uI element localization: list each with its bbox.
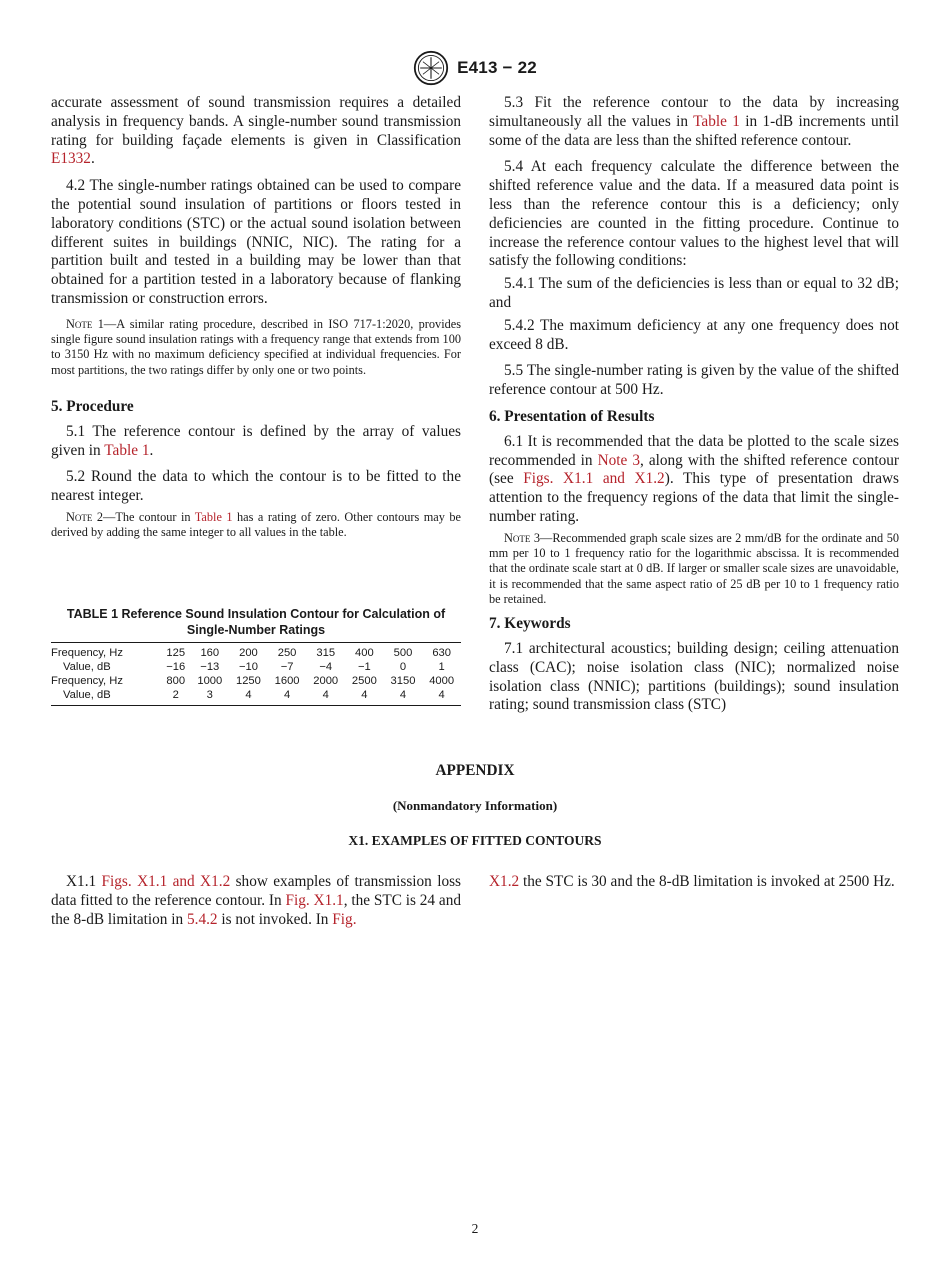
table-cell: −10 [238, 661, 258, 673]
table-cell: 4 [438, 689, 445, 701]
table-cell: 400 [355, 647, 374, 659]
table-cell: 4 [322, 689, 329, 701]
table-cell: 4000 [429, 675, 455, 687]
link-table-1[interactable]: Table 1 [194, 509, 233, 524]
paragraph-x1-1: X1.1 Figs. X1.1 and X1.2 show examples of transmission loss data fitted to the reference contour. In Fig. X1.1, the STC is 24 and the 8-dB limitation in 5.4.2 is not invoked. In Fig. [51, 873, 461, 928]
document-number: E413 − 22 [457, 58, 537, 77]
table-row [51, 674, 461, 688]
table-cell: 4 [399, 689, 407, 701]
left-column [51, 94, 461, 547]
paragraph-5-2: 5.2 Round the data to which the contour is to be fitted to the nearest integer. [51, 468, 461, 505]
table-cell: −16 [166, 661, 186, 673]
row-label: Value, dB [63, 689, 111, 701]
right-column [489, 94, 899, 723]
table-cell: 1 [438, 661, 445, 673]
astm-logo-icon [413, 50, 449, 86]
table-row [51, 660, 461, 674]
link-note-3[interactable]: Note 3 [597, 451, 640, 469]
table-cell: 200 [239, 647, 258, 659]
paragraph-5-1: 5.1 The reference contour is defined by the array of values given in Table 1. [51, 422, 461, 459]
table-1-title: TABLE 1 Reference Sound Insulation Contour for Calculation of Single-Number Ratings [66, 607, 446, 637]
table-cell: 800 [166, 675, 186, 687]
table-cell: 3150 [390, 675, 416, 687]
paragraph-6-1: 6.1 It is recommended that the data be plotted to the scale sizes recommended in Note 3, along with the shifted reference contour (see Figs. X1.1 and X1.2). This type of presentation draws attention to the frequency regions of the data that limit the single-number rating. [489, 432, 900, 525]
paragraph-4-1-continuation: accurate assessment of sound transmission requires a detailed analysis in frequency bands. A single-number sound transmission rating for building façade elements is given in Classification E1332. [51, 94, 461, 168]
table-cell: 4 [283, 689, 291, 701]
paragraph-5-4: 5.4 At each frequency calculate the difference between the shifted reference value and the data. If a measured data point is less than the reference contour this is a deficiency; only deficiencies are counted in the fitting procedure. Continue to increase the reference contour values to the highest level that will satisfy the following conditions: [489, 158, 899, 270]
page-number: 2 [471, 1221, 479, 1236]
table-cell: −1 [357, 661, 371, 673]
note-1: Note 1—A similar rating procedure, described in ISO 717-1:2020, provides single figure sound insulation ratings with a frequency range that extends from 100 to 3150 Hz with no maximum deficiency specified at individual frequencies. For most partitions, the two ratings differ by only one or two points. [51, 316, 461, 377]
table-1 [51, 606, 461, 706]
section-7-heading: 7. Keywords [489, 615, 571, 633]
note-2: Note 2—The contour in Table 1 has a rating of zero. Other contours may be derived by adding the same integer to all values in the table. [51, 509, 461, 540]
link-figs-x1-1-x1-2[interactable]: Figs. X1.1 and X1.2 [101, 873, 231, 890]
table-cell: 1250 [235, 675, 261, 687]
paragraph-x1-1-continued: X1.2 the STC is 30 and the 8-dB limitation is invoked at 2500 Hz. [489, 873, 895, 890]
paragraph-5-3: 5.3 Fit the reference contour to the data by increasing simultaneously all the values in Table 1 in 1-dB increments until some of the data are less than the shifted reference contour. [489, 94, 899, 149]
paragraph-5-4-2: 5.4.2 The maximum deficiency at any one frequency does not exceed 8 dB. [489, 316, 899, 353]
table-row [51, 688, 461, 706]
section-6-heading: 6. Presentation of Results [489, 407, 655, 425]
table-cell: 250 [277, 647, 297, 659]
section-5-heading: 5. Procedure [51, 397, 134, 415]
table-cell: 4 [361, 689, 368, 701]
table-cell: 2500 [351, 675, 377, 687]
table-cell: −13 [200, 661, 220, 673]
table-cell: 630 [432, 647, 451, 659]
table-cell: 160 [200, 647, 220, 659]
link-e1332[interactable]: E1332 [51, 150, 91, 168]
table-cell: 1600 [274, 675, 300, 687]
table-cell: −4 [319, 661, 333, 673]
table-cell: 1000 [197, 675, 223, 687]
link-table-1[interactable]: Table 1 [104, 441, 150, 459]
table-cell: 2 [172, 689, 179, 701]
appendix-title: APPENDIX [435, 762, 515, 779]
link-fig-x1-1[interactable]: Fig. X1.1 [285, 891, 344, 909]
paragraph-5-4-1: 5.4.1 The sum of the deficiencies is less than or equal to 32 dB; and [489, 275, 899, 311]
appendix-x1-title: X1. EXAMPLES OF FITTED CONTOURS [348, 833, 602, 848]
paragraph-5-5: 5.5 The single-number rating is given by the value of the shifted reference contour at 500 Hz. [489, 362, 899, 399]
table-cell: 4 [245, 689, 252, 701]
row-label: Frequency, Hz [51, 675, 123, 687]
link-fig-x1-2[interactable]: X1.2 [489, 873, 520, 890]
reference-contour-table [51, 642, 461, 706]
appendix-subtitle: (Nonmandatory Information) [392, 798, 558, 813]
table-cell: −7 [280, 661, 294, 673]
link-table-1[interactable]: Table 1 [693, 112, 740, 130]
row-label: Frequency, Hz [51, 647, 123, 659]
table-cell: 3 [206, 689, 213, 701]
row-label: Value, dB [63, 661, 111, 673]
table-row [51, 643, 461, 661]
table-cell: 2000 [313, 675, 339, 687]
table-cell: 0 [399, 661, 407, 673]
page-header [0, 50, 950, 91]
paragraph-4-2: 4.2 The single-number ratings obtained can be used to compare the potential sound insulation of partitions or floors tested in laboratory conditions (STC) or the actual sound isolation between different suites in buildings (NNIC, NIC). The rating for a partition built and tested in a building may be lower than that obtained for a partition tested in a laboratory because of flanking transmission or construction errors. [51, 177, 461, 307]
link-fig-x1-2[interactable]: Fig. [332, 910, 357, 928]
table-cell: 125 [166, 647, 186, 659]
link-figs-x1-1-x1-2[interactable]: Figs. X1.1 and X1.2 [523, 470, 665, 488]
paragraph-7-1: 7.1 architectural acoustics; building design; ceiling attenuation class (CAC); noise isolation class (NIC); normalized noise isolation class (NNIC); partitions (buildings); sound insulation rating; sound transmission class (STC) [489, 640, 899, 714]
table-cell: 500 [393, 647, 413, 659]
note-3: Note 3—Recommended graph scale sizes are 2 mm/dB for the ordinate and 50 mm per 10 to 1 frequency ratio for the logarithmic abscissa. It is recommended that the ordinate scale start at 0 dB. If larger or smaller scale sizes are unavoidable, it is recommended that the same aspect ratio of 25 dB per 10 to 1 frequency ratio be retained. [489, 530, 899, 606]
table-cell: 315 [316, 647, 336, 659]
link-5-4-2[interactable]: 5.4.2 [186, 910, 218, 928]
